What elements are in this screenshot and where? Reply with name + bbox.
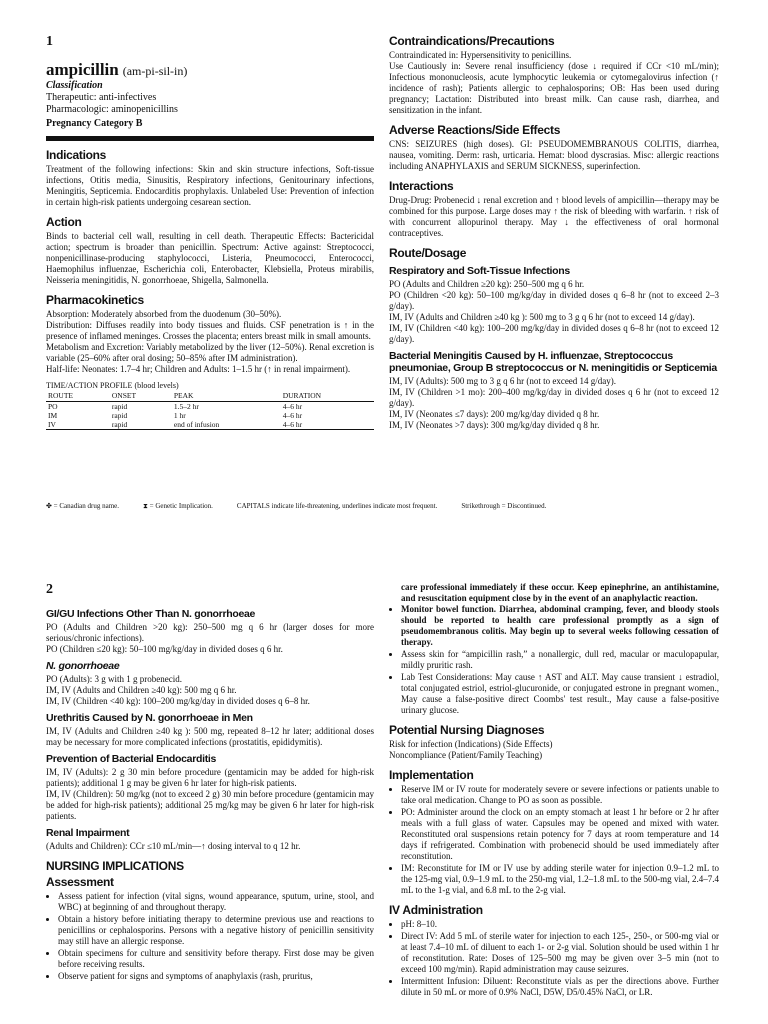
therapeutic-class: Therapeutic: anti-infectives bbox=[46, 92, 157, 103]
table-cell: IV bbox=[48, 420, 56, 429]
legend-genetic: ⧗ = Genetic Implication. bbox=[143, 502, 213, 510]
contraindications-heading: Contraindications/Precautions bbox=[389, 34, 555, 48]
pronunciation: (am-pi-sil-in) bbox=[122, 64, 188, 78]
dose-line: IM, IV (Children >1 mo): 200–400 mg/kg/day in divided doses q 6 hr (not to exceed 12 g/day). bbox=[389, 387, 719, 408]
drug-name: ampicillin bbox=[46, 60, 119, 79]
urethritis-heading: Urethritis Caused by N. gonorrhoeae in Men bbox=[46, 712, 253, 724]
table-row bbox=[46, 411, 374, 420]
page1-right-column bbox=[389, 34, 719, 431]
contraindicated-text: Contraindicated in: Hypersensitivity to penicillins. bbox=[389, 50, 572, 60]
list-item: • PO: Administer around the clock on an empty stomach at least 1 hr before or 2 hr after meals with a full glass of water. Capsules may be opened and mixed with water. Reconstituted oral suspensions retain potency for 7 days at room temperature and 14 days if refrigerated. Combination with probenecid should be used immediately after reconstitution. bbox=[401, 807, 719, 862]
dose-line: PO (Adults and Children ≥20 kg): 250–500 mg q 6 hr. bbox=[389, 279, 585, 289]
continued-text: care professional immediately if these occur. Keep epinephrine, an antihistamine, and resuscitation equipment close by in the event of an anaphylactic reaction. bbox=[401, 582, 719, 603]
column-header: PEAK bbox=[172, 390, 281, 402]
dose-line: IM, IV (Adults): 2 g 30 min before procedure (gentamicin may be added for high-risk patients); additional 1 g may be given 6 hr later for high-risk patients. bbox=[46, 767, 374, 788]
respiratory-heading: Respiratory and Soft-Tissue Infections bbox=[389, 265, 570, 277]
list-item: • Obtain a history before initiating therapy to determine previous use and reactions to penicillins or cephalosporins. Persons with a negative history of penicillin sensitivity may still have an allergic response. bbox=[58, 914, 374, 947]
table-cell: 4–6 hr bbox=[282, 402, 303, 411]
assessment-list bbox=[46, 891, 374, 982]
indications-heading: Indications bbox=[46, 148, 107, 162]
interactions-text: Drug-Drug: Probenecid ↓ renal excretion and ↑ blood levels of ampicillin—therapy may be combined for this purpose. Large doses may ↑ the risk of bleeding with warfarin. ↑ risk of with concurrent allopurinol therapy. May ↓ the effectiveness of oral hormonal contraceptives. bbox=[389, 195, 719, 238]
list-item: • Assess patient for infection (vital signs, wound appearance, sputum, urine, stool, and WBC) at beginning of and throughout therapy. bbox=[58, 891, 374, 913]
table-header-row bbox=[46, 390, 374, 402]
implementation-heading: Implementation bbox=[389, 768, 474, 782]
section-rule bbox=[46, 136, 374, 141]
pk-half-life: Half-life: Neonates: 1.7–4 hr; Children and Adults: 1–1.5 hr (↑ in renal impairment). bbox=[46, 364, 351, 374]
iv-heading: IV Administration bbox=[389, 903, 483, 917]
time-action-table bbox=[46, 390, 374, 430]
monitoring-list bbox=[389, 604, 719, 716]
page-number: 1 bbox=[46, 34, 53, 49]
table-row bbox=[46, 402, 374, 412]
table-cell: rapid bbox=[111, 402, 128, 411]
iv-list bbox=[389, 919, 719, 998]
dose-line: PO (Adults and Children >20 kg): 250–500 mg q 6 hr (larger doses for more serious/chronic infections). bbox=[46, 622, 374, 643]
action-heading: Action bbox=[46, 215, 82, 229]
meningitis-heading: Bacterial Meningitis Caused by H. influenzae, Streptococcus pneumoniae, Group B streptococcus or N. meningitidis or Septicemia bbox=[389, 350, 717, 374]
list-item: • Reserve IM or IV route for moderately severe or severe infections or patients unable to take oral medication. Change to PO as soon as possible. bbox=[401, 784, 719, 806]
diagnoses-heading: Potential Nursing Diagnoses bbox=[389, 723, 545, 737]
table-cell: rapid bbox=[111, 420, 128, 429]
cautious-text: Use Cautiously in: Severe renal insufficiency (dose ↓ required if CCr <10 mL/min); Infectious mononucleosis, acute lymphocytic leukemia or cytomegalovirus infection (↑ incidence of rash); Patients allergic to cephalosporins; OB: Has been used during pregnancy; Lactation: Distributed into breast milk. Can cause rash, diarrhea, and sensitization in the infant. bbox=[389, 61, 719, 115]
dose-line: IM, IV (Adults): 500 mg to 3 g q 6 hr (not to exceed 14 g/day). bbox=[389, 376, 617, 386]
gigu-heading: GI/GU Infections Other Than N. gonorrhoeae bbox=[46, 608, 256, 620]
table-row bbox=[46, 420, 374, 430]
dose-line: PO (Children <20 kg): 50–100 mg/kg/day in divided doses q 6–8 hr (not to exceed 2–3 g/day). bbox=[389, 290, 719, 311]
legend-canadian: ✤ = Canadian drug name. bbox=[46, 502, 119, 510]
drug-title bbox=[46, 60, 374, 80]
column-header: ROUTE bbox=[46, 390, 110, 402]
page2-left-column bbox=[46, 582, 374, 983]
pharmacokinetics-heading: Pharmacokinetics bbox=[46, 293, 144, 307]
list-item: • Obtain specimens for culture and sensitivity before therapy. First dose may be given before receiving results. bbox=[58, 948, 374, 970]
list-item: • IM: Reconstitute for IM or IV use by adding sterile water for injection 0.9–1.2 mL to the 125-mg vial, 0.9–1.9 mL to the 250-mg vial, 1.2–1.8 mL to the 500-mg vial, 2.4–7.4 mL to the 1-g vial, and 6.8 mL to the 2-g vial. bbox=[401, 863, 719, 896]
diagnosis-line: Risk for infection (Indications) (Side Effects) bbox=[389, 739, 553, 749]
table-cell: 1.5–2 hr bbox=[173, 402, 199, 411]
list-item: • Direct IV: Add 5 mL of sterile water for injection to each 125-, 250-, or 500-mg vial or at least 7.4–10 mL of diluent to each 1- or 2-g vial. Solution should be used within 1 hr of reconstitution. Rate: Doses of 125–500 mg may be given over 3–5 min (not to exceed 100 mg/min). Rapid administration may cause seizures. bbox=[401, 931, 719, 975]
dna-icon: ⧗ bbox=[143, 502, 148, 510]
column-header: ONSET bbox=[110, 390, 172, 402]
implementation-list bbox=[389, 784, 719, 896]
nursing-heading: NURSING IMPLICATIONS bbox=[46, 859, 184, 873]
list-item: • Monitor bowel function. Diarrhea, abdominal cramping, fever, and bloody stools should be reported to health care professional promptly as a sign of pseudomembranous colitis. May begin up to several weeks following cessation of therapy. bbox=[401, 604, 719, 648]
dose-line: IM, IV (Adults and Children ≥40 kg): 500 mg q 6 hr. bbox=[46, 685, 237, 695]
gonorrhoeae-heading: N. gonorrhoeae bbox=[46, 660, 120, 672]
dose-line: IM, IV (Adults and Children ≥40 kg ): 500 mg, repeated 8–12 hr later; additional doses may be necessary for more complicated infections (prostatitis, epididymitis). bbox=[46, 726, 374, 747]
table-cell: 4–6 hr bbox=[282, 411, 303, 420]
table-cell: PO bbox=[48, 402, 58, 411]
pharmacologic-class: Pharmacologic: aminopenicillins bbox=[46, 104, 178, 115]
route-dosage-heading: Route/Dosage bbox=[389, 246, 467, 260]
column-header: DURATION bbox=[281, 390, 374, 402]
page2-right-column bbox=[389, 582, 719, 999]
dose-line: (Adults and Children): CCr ≤10 mL/min—↑ dosing interval to q 12 hr. bbox=[46, 841, 301, 851]
pregnancy-category: Pregnancy Category B bbox=[46, 118, 143, 129]
interactions-heading: Interactions bbox=[389, 179, 454, 193]
table-cell: 4–6 hr bbox=[282, 420, 303, 429]
classification-label: Classification bbox=[46, 80, 103, 91]
list-item: • Lab Test Considerations: May cause ↑ AST and ALT. May cause transient ↓ estradiol, total conjugated estriol, estriol-glucuronide, or conjugated estrone in pregnant women., May cause a false-positive direct Coombs' test result., May cause a false-positive urinary glucose. bbox=[401, 672, 719, 716]
list-item: • Observe patient for signs and symptoms of anaphylaxis (rash, pruritus, bbox=[58, 971, 374, 982]
table-cell: 1 hr bbox=[173, 411, 186, 420]
dose-line: IM, IV (Children <40 kg): 100–200 mg/kg/day in divided doses q 6–8 hr (not to exceed 12 g/day). bbox=[389, 323, 719, 344]
legend-capitals: CAPITALS indicate life-threatening, underlines indicate most frequent. bbox=[236, 502, 438, 510]
renal-heading: Renal Impairment bbox=[46, 827, 130, 839]
page-2 bbox=[0, 560, 768, 1024]
legend-strikethrough: Strikethrough = Discontinued. bbox=[461, 502, 547, 510]
dose-line: IM, IV (Neonates >7 days): 300 mg/kg/day divided q 8 hr. bbox=[389, 420, 600, 430]
time-action-caption: TIME/ACTION PROFILE (blood levels) bbox=[46, 381, 179, 390]
dose-line: IM, IV (Neonates ≤7 days): 200 mg/kg/day divided q 8 hr. bbox=[389, 409, 600, 419]
page-number: 2 bbox=[46, 582, 53, 597]
dose-line: IM, IV (Children <40 kg): 100–200 mg/kg/day in divided doses q 6–8 hr. bbox=[46, 696, 310, 706]
pk-absorption: Absorption: Moderately absorbed from the duodenum (30–50%). bbox=[46, 309, 282, 319]
dose-line: IM, IV (Adults and Children ≥40 kg ): 500 mg to 3 g q 6 hr (not to exceed 14 g/day). bbox=[389, 312, 695, 322]
endocarditis-heading: Prevention of Bacterial Endocarditis bbox=[46, 753, 217, 765]
action-text: Binds to bacterial cell wall, resulting in cell death. Therapeutic Effects: Bactericidal action; spectrum is broader than penicillin. Spectrum: Active against: Streptococci, nonpenicillinase-producing staphylococci, Listeria, Pneumococci, Enterococci, Haemophilus influenzae, Escherichia coli, Enterobacter, Klebsiella, Proteus mirabilis, Neisseria meningitidis, N. gonorrhoeae, Shigella, Salmonella. bbox=[46, 231, 374, 285]
page1-left-column bbox=[46, 34, 374, 430]
dose-line: IM, IV (Children): 50 mg/kg (not to exceed 2 g) 30 min before procedure (gentamicin may be added for high-risk patients); additional 25 mg/kg may be given 6 hr later for high-risk patients. bbox=[46, 789, 374, 821]
adverse-heading: Adverse Reactions/Side Effects bbox=[389, 123, 561, 137]
pk-distribution: Distribution: Diffuses readily into body tissues and fluids. CSF penetration is ↑ in the presence of inflamed meninges. Crosses the placenta; enters breast milk in small amounts. bbox=[46, 320, 374, 341]
indications-text: Treatment of the following infections: Skin and skin structure infections, Soft-tissue infections, Otitis media, Sinusitis, Respiratory infections, Genitourinary infections, Meningitis, Septicemia. Endocarditis prophylaxis. Unlabeled Use: Prevention of infection in certain high-risk patients undergoing cesarean section. bbox=[46, 164, 374, 207]
list-item: • pH: 8–10. bbox=[401, 919, 719, 930]
dose-line: PO (Adults): 3 g with 1 g probenecid. bbox=[46, 674, 182, 684]
legend bbox=[46, 502, 726, 511]
diagnosis-line: Noncompliance (Patient/Family Teaching) bbox=[389, 750, 543, 760]
table-cell: rapid bbox=[111, 411, 128, 420]
list-item: • Intermittent Infusion: Diluent: Reconstitute vials as per the directions above. Further dilute in 50 mL or more of 0.9% NaCl, D5W, D5/0.45% NaCl, or LR. bbox=[401, 976, 719, 998]
pk-metabolism: Metabolism and Excretion: Variably metabolized by the liver (12–50%). Renal excretion is variable (25–60% after oral dosing; 50–85% after IM administration). bbox=[46, 342, 374, 363]
adverse-text: CNS: SEIZURES (high doses). GI: PSEUDOMEMBRANOUS COLITIS, diarrhea, nausea, vomiting. Derm: rash, urticaria. Hemat: blood dyscrasias. Misc: allergic reactions including ANAPHYLAXIS and SERUM SICKNESS, superinfection. bbox=[389, 139, 719, 171]
table-cell: end of infusion bbox=[173, 420, 220, 429]
dose-line: PO (Children ≤20 kg): 50–100 mg/kg/day in divided doses q 6 hr. bbox=[46, 644, 283, 654]
table-cell: IM bbox=[48, 411, 58, 420]
list-item: • Assess skin for “ampicillin rash,” a nonallergic, dull red, macular or maculopapular, mildly pruritic rash. bbox=[401, 649, 719, 671]
maple-leaf-icon: ✤ bbox=[46, 502, 52, 510]
assessment-heading: Assessment bbox=[46, 875, 114, 889]
